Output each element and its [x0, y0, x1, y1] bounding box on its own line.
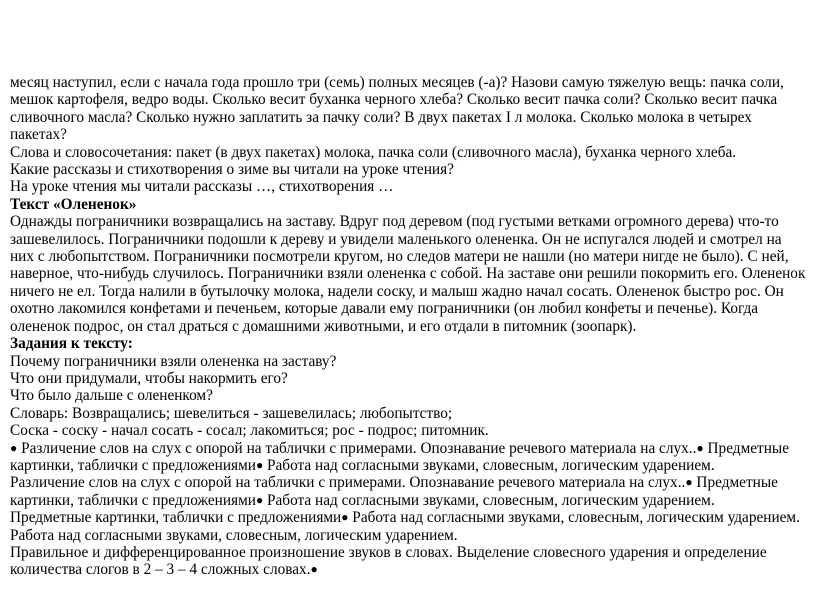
method-text: Предметные картинки, таблички с предложениями [10, 509, 342, 527]
method-paragraph-4: Работа над согласными звуками, словесным, логическим ударением. [10, 526, 458, 544]
intro-paragraph: месяц наступил, если с начала года прошло три (семь) полных месяцев (-а)? Назови самую тяжелую вещь: пачка соли, мешок картофеля, ведро воды. Сколько весит буханка черного хлеба? Сколько весит пачка соли? Сколько весит пачка сливочного масла? Сколько нужно заплатить за пачку соли? В двух пакетах I л молока. Сколько молока в четырех пакетах? [10, 74, 784, 144]
glossary-line-2: Соска - соску - начал сосать - сосал; лакомиться; рос - подрос; питомник. [10, 422, 489, 440]
task-question-2: Что они придумали, чтобы накормить его? [10, 369, 288, 387]
method-text: Предметные картинки, таблички с предложениями [10, 474, 778, 509]
bullet-icon: ● [341, 510, 349, 525]
story-paragraph: Однажды пограничники возвращались на заставу. Вдруг под деревом (под густыми ветками огромного дерева) что-то зашевелилось. Пограничники подошли к дереву и увидели маленького олененка. Он не испугался людей и смотрел на них с любопытством. Пограничники посмотрели кругом, но следов матери не нашли (но матери нигде не было). С ней, наверное, что-нибудь случилось. Пограничники взяли олененка с собой. На заставе они решили покормить его. Олененок ничего не ел. Тогда налили в бутылочку молока, надели соску, и малыш жадно начал сосать. Олененок быстро рос. Он охотно лакомился конфетами и печеньем, которые давали ему пограничники (он любил конфеты и печенье). Когда олененок подрос, он стал драться с домашними животными, и его отдали в питомник (зоопарк). [10, 213, 806, 335]
method-text: Работа над согласными звуками, словесным, логическим ударением. [348, 509, 800, 527]
method-paragraph-3 [10, 509, 806, 526]
method-text: Различение слов на слух с опорой на таблички с примерами. Опознавание речевого материала на слух.. [10, 474, 686, 492]
method-text: Правильное и дифференцированное произношение звуков в словах. Выделение словесного ударения и определение количества слогов в 2 – 3 – 4 сложных словах. [10, 543, 767, 579]
task-question-1: Почему пограничники взяли олененка на заставу? [10, 352, 337, 370]
question-stories: Какие рассказы и стихотворения о зиме вы читали на уроке чтения? [10, 161, 454, 179]
bullet-icon: ● [685, 475, 693, 490]
method-text: Предметные картинки, таблички с предложениями [10, 439, 789, 474]
task-question-3: Что было дальше с олененком? [10, 387, 213, 405]
method-paragraph-5 [10, 544, 806, 579]
bullet-icon: ● [696, 440, 704, 455]
text-heading: Текст «Олененок» [10, 195, 137, 213]
answer-stories: На уроке чтения мы читали рассказы …, стихотворения … [10, 178, 394, 196]
method-text: Работа над согласными звуками, словесным, логическим ударением. [263, 456, 715, 474]
method-paragraph-1 [10, 440, 806, 475]
bullet-icon: ● [255, 492, 264, 507]
glossary-line-1: Словарь: Возвращались; шевелиться - зашевелилась; любопытство; [10, 404, 453, 422]
vocabulary-phrases: Слова и словосочетания: пакет (в двух пакетах) молока, пачка соли (сливочного масла), буханка черного хлеба. [10, 143, 737, 161]
method-paragraph-2 [10, 474, 806, 509]
bullet-icon: ● [10, 440, 18, 455]
tasks-heading: Задания к тексту: [10, 335, 133, 353]
bullet-icon: ● [255, 457, 264, 472]
method-text: Различение слов на слух с опорой на таблички с примерами. Опознавание речевого материала на слух.. [17, 439, 697, 457]
document-page [10, 74, 806, 579]
method-text: Работа над согласными звуками, словесным, логическим ударением. [263, 491, 715, 509]
bullet-icon: ● [310, 562, 318, 577]
